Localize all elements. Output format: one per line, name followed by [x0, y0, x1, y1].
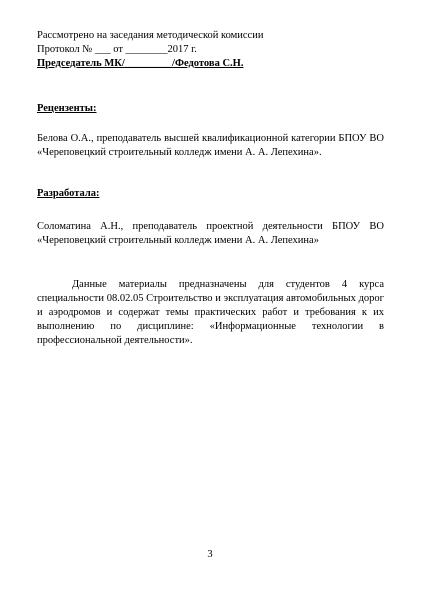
- chairman-prefix: Председатель МК/: [37, 58, 125, 69]
- reviewers-heading: Рецензенты:: [37, 103, 97, 114]
- developed-text: Соломатина А.Н., преподаватель проектной деятельности БПОУ ВО «Череповецкий строительный колледж имени А. А. Лепехина»: [37, 221, 384, 246]
- chairman-blank: _________: [124, 58, 173, 69]
- reviewers-text: Белова О.А., преподаватель высшей квалификационной категории БПОУ ВО «Череповецкий строительный колледж имени А. А. Лепехина».: [37, 133, 384, 158]
- approval-considered: Рассмотрено на заседания методической комиссии: [37, 30, 264, 41]
- approval-protocol: [37, 43, 197, 56]
- approval-chairman: [37, 57, 243, 70]
- description-text: Данные материалы предназначены для студентов 4 курса специальности 08.02.05 Строительство и эксплуатация автомобильных дорог и аэродромов и содержат темы практических работ и требования к их выполнению по дисциплине: «Информационные технологии в профессиональной деятельности».: [37, 279, 384, 346]
- protocol-date: ________2017 г.: [125, 44, 197, 55]
- chairman-name: /Федотова С.Н.: [172, 58, 244, 69]
- developed-heading: Разработала:: [37, 188, 100, 199]
- page-number: 3: [207, 549, 213, 560]
- protocol-prefix: Протокол № ___ от: [37, 44, 123, 55]
